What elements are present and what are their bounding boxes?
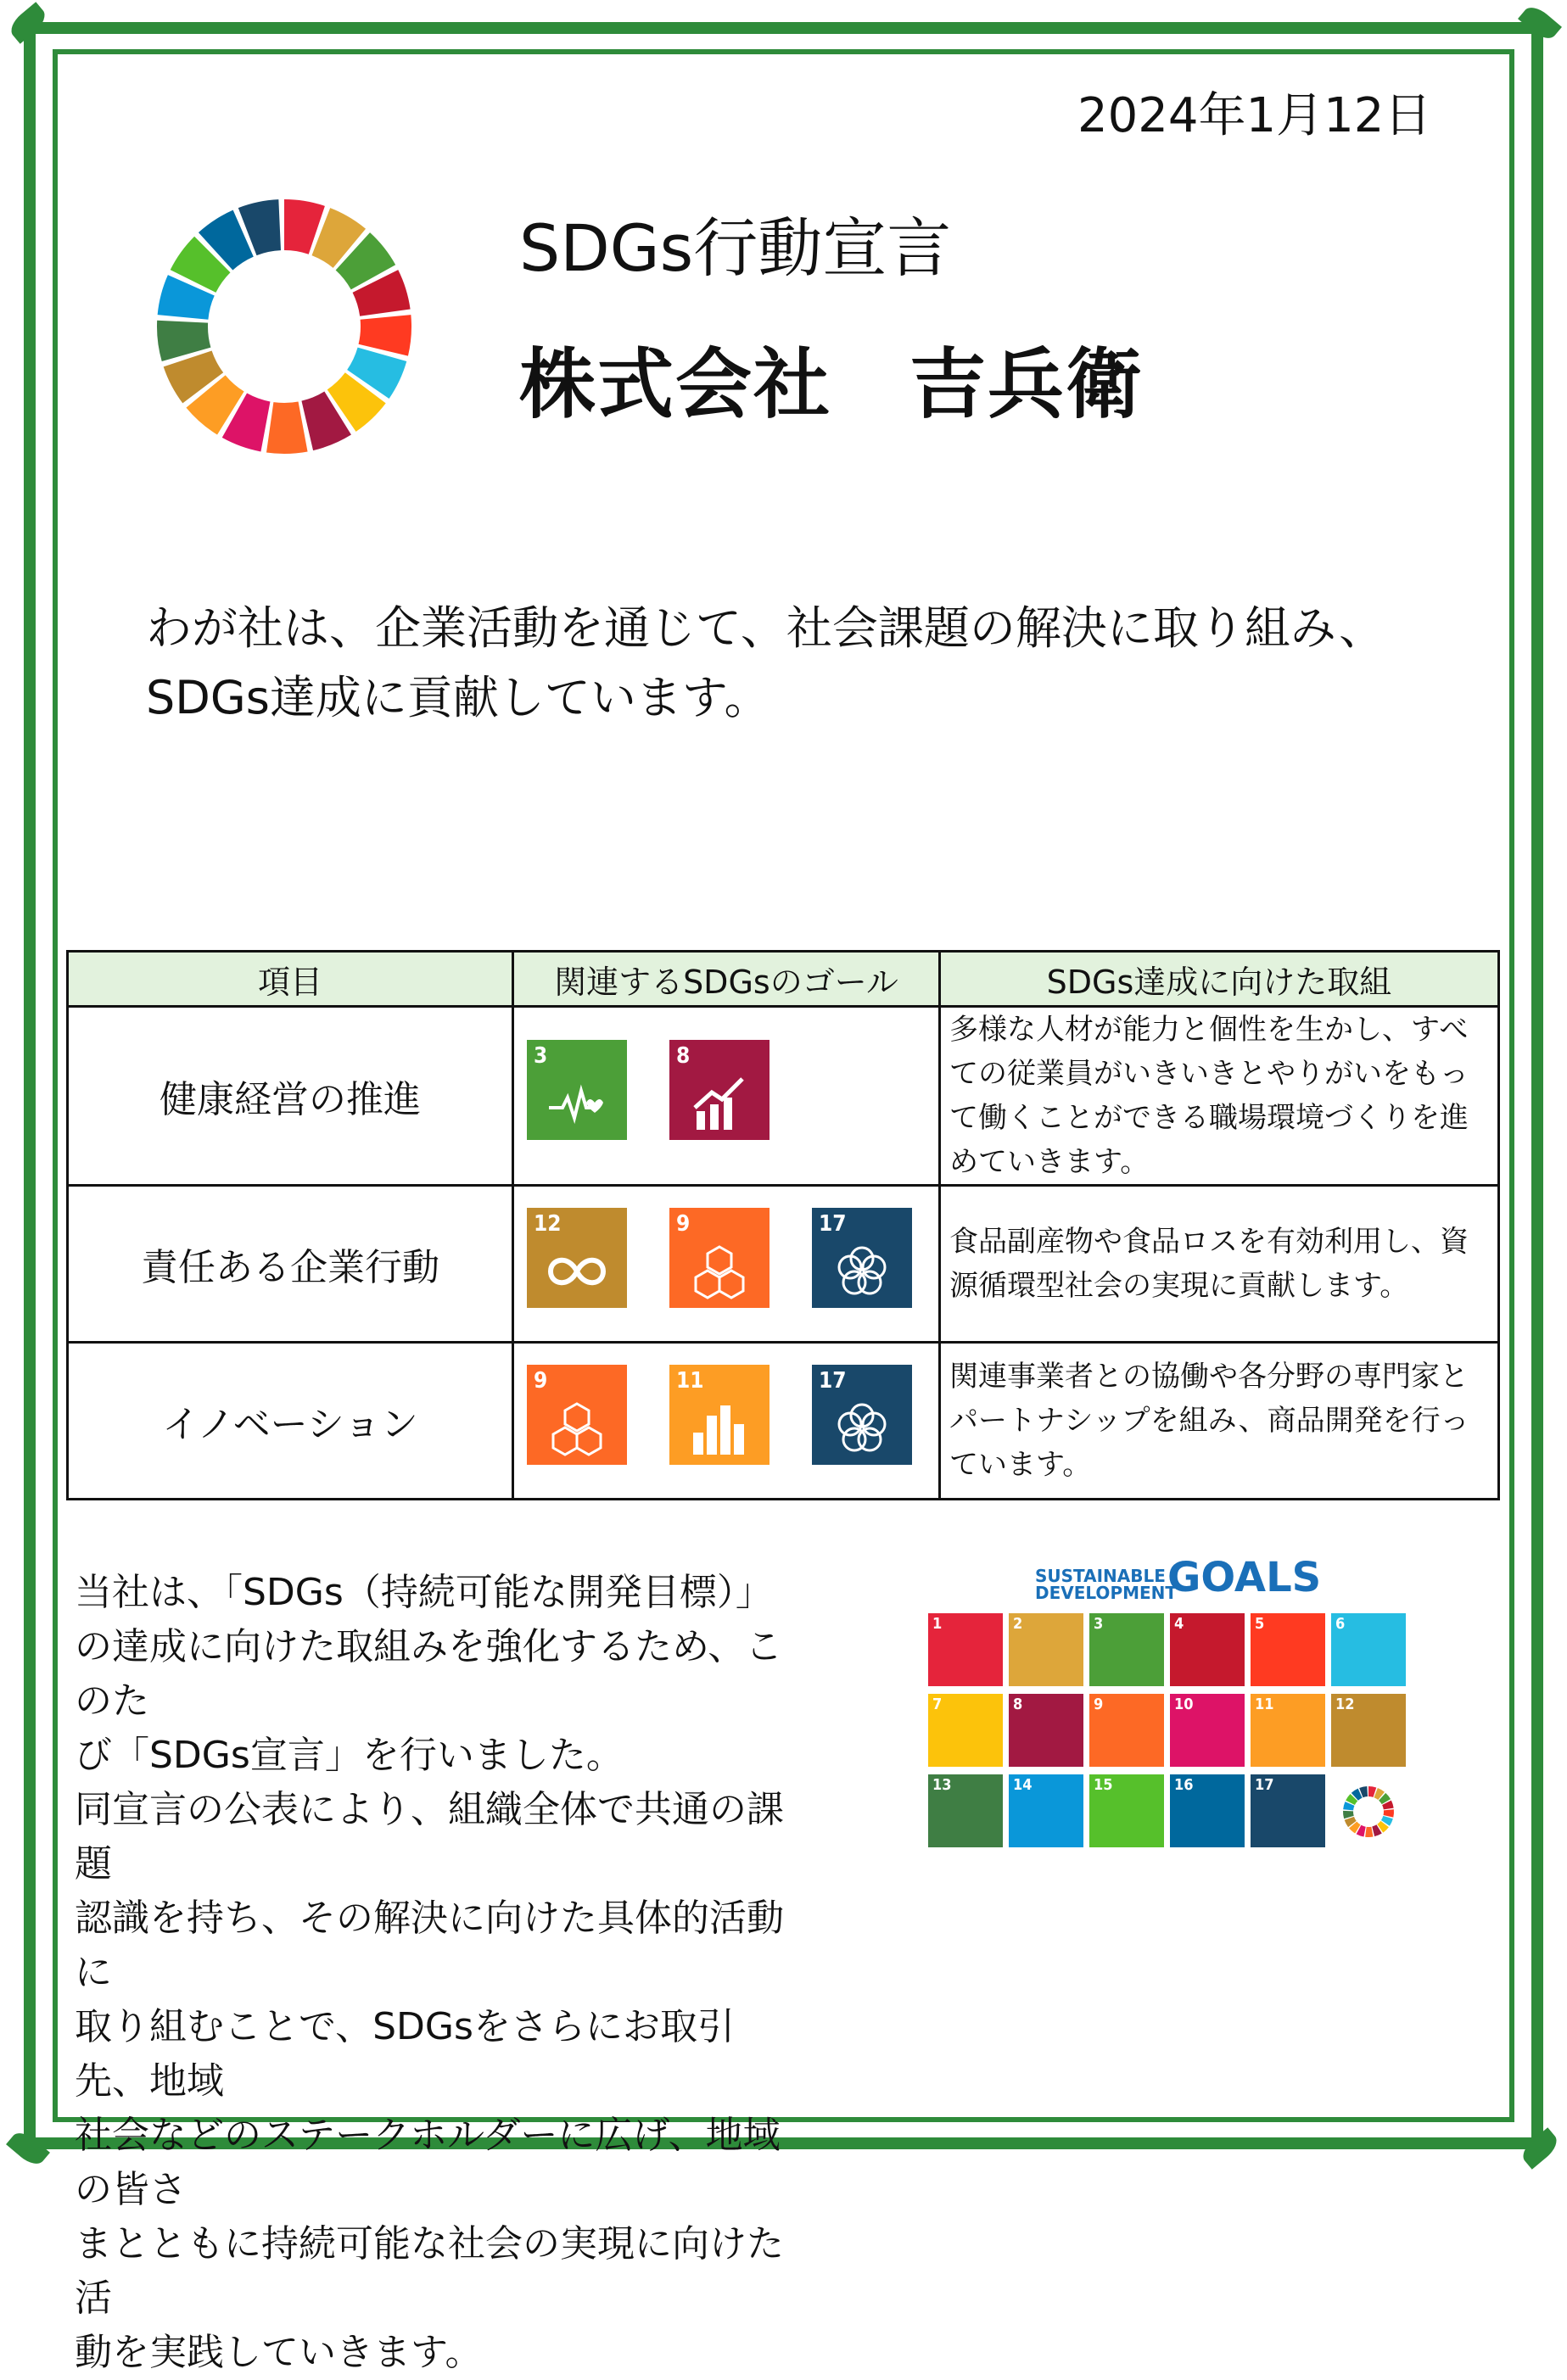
sdg-goals-table [66,950,1500,1500]
infinity-icon [547,1242,607,1301]
heartbeat-icon [547,1074,607,1133]
city-icon [690,1399,749,1458]
logo-line-sustainable: SUSTAINABLE [1035,1566,1166,1586]
sdg-goal-9-icon [669,1208,770,1308]
sdgs-wheel-logo [153,195,416,458]
tile-number: 15 [1094,1776,1113,1794]
row-description: 関連事業者との協働や各分野の専門家とパートナシップを組み、商品開発を行っています。 [940,1343,1499,1500]
closing-line: 動を実践していきます。 [75,2331,483,2374]
closing-line: の達成に向けた取組みを強化するため、このた [75,1625,783,1723]
growth-chart-icon [690,1074,749,1133]
mini-wheel-icon [1331,1774,1406,1847]
sdg-goal-8-icon [669,1040,770,1140]
intro-line-1: わが社は、企業活動を通じて、社会課題の解決に取り組み、 [146,601,1385,655]
sdg-goal-9-icon [527,1365,627,1465]
tile-number: 11 [1255,1696,1274,1713]
sdg-goal-17-icon [812,1365,912,1465]
flower-icon [832,1399,892,1458]
tile-number: 16 [1174,1776,1194,1794]
flower-icon [832,1242,892,1301]
intro-statement [146,594,1469,733]
intro-line-2: SDGs達成に貢献しています。 [146,671,770,724]
tile-number: 4 [1174,1615,1184,1633]
tile-number: 14 [1013,1776,1033,1794]
row-item: 責任ある企業行動 [68,1186,513,1343]
closing-line: 同宣言の公表により、組織全体で共通の課題 [75,1788,784,1886]
row-item: 健康経営の推進 [68,1007,513,1186]
sdg-tile-14-icon [1009,1774,1083,1847]
sdgs-wheel-tile-icon [1331,1774,1406,1847]
sdg-tile-12-icon [1331,1694,1406,1767]
header-actions: SDGs達成に向けた取組 [940,952,1499,1007]
closing-statement [75,1566,804,2380]
row-description: 多様な人材が能力と個性を生かし、すべての従業員がいきいきとやりがいをもって働くことができる職場環境づくりを進めていきます。 [940,1007,1499,1186]
goal-number: 9 [534,1368,548,1394]
sdg-tile-5-icon [1251,1613,1325,1686]
tile-number: 10 [1174,1696,1194,1713]
sdg-tile-2-icon [1009,1613,1083,1686]
goal-number: 9 [676,1211,691,1237]
page-title: SDGs行動宣言 [519,210,952,286]
sdg-tile-3-icon [1089,1613,1164,1686]
goal-number: 17 [819,1368,847,1394]
sdg-tile-11-icon [1251,1694,1325,1767]
goal-number: 3 [534,1043,548,1069]
date: 2024年1月12日 [1077,88,1432,143]
cubes-icon [547,1399,607,1458]
tile-number: 7 [932,1696,943,1713]
closing-line: まとともに持続可能な社会の実現に向けた活 [75,2222,784,2320]
tile-number: 9 [1094,1696,1104,1713]
sdg-tile-9-icon [1089,1694,1164,1767]
sdg-tile-16-icon [1170,1774,1245,1847]
row-goals [513,1007,940,1186]
table-row [68,1007,1499,1186]
tile-number: 17 [1255,1776,1274,1794]
sdg-tile-4-icon [1170,1613,1245,1686]
sdg-goal-3-icon [527,1040,627,1140]
closing-line: 認識を持ち、その解決に向けた具体的活動に [75,1897,784,1994]
tile-number: 12 [1335,1696,1355,1713]
row-item: イノベーション [68,1343,513,1500]
sdg-tile-1-icon [928,1613,1003,1686]
goal-number: 12 [534,1211,562,1237]
sdg-tile-8-icon [1009,1694,1083,1767]
sdg-goal-11-icon [669,1365,770,1465]
tile-number: 3 [1094,1615,1104,1633]
goal-number: 17 [819,1211,847,1237]
header-item: 項目 [68,952,513,1007]
tile-number: 8 [1013,1696,1023,1713]
closing-line: 当社は、「SDGs（持続可能な開発目標）」 [75,1571,773,1614]
row-goals [513,1343,940,1500]
sdg-tile-6-icon [1331,1613,1406,1686]
tile-number: 1 [932,1615,943,1633]
wheel-segment [359,315,411,355]
tile-number: 6 [1335,1615,1346,1633]
table-row [68,1186,1499,1343]
closing-line: び「SDGs宣言」を行いました。 [75,1734,624,1777]
row-description: 食品副産物や食品ロスを有効利用し、資源循環型社会の実現に貢献します。 [940,1186,1499,1343]
goal-number: 11 [676,1368,704,1394]
logo-goals-word: GOALS [1167,1554,1322,1601]
sdg-tile-17-icon [1251,1774,1325,1847]
sdg-tile-13-icon [928,1774,1003,1847]
sdg-icons-grid [928,1613,1408,1849]
company-name: 株式会社 吉兵衛 [519,340,1144,429]
logo-line-development: DEVELOPMENT [1035,1583,1178,1603]
sdg-goal-12-icon [527,1208,627,1308]
table-row [68,1343,1499,1500]
sdg-goal-17-icon [812,1208,912,1308]
tile-number: 13 [932,1776,952,1794]
row-goals [513,1186,940,1343]
header-goals: 関連するSDGsのゴール [513,952,940,1007]
tile-number: 2 [1013,1615,1023,1633]
sdg-tile-15-icon [1089,1774,1164,1847]
goal-number: 8 [676,1043,691,1069]
closing-line: 取り組むことで、SDGsをさらにお取引先、地域 [75,2005,735,2103]
tile-number: 5 [1255,1615,1265,1633]
closing-line: 社会などのステークホルダーに広げ、地域の皆さ [75,2114,781,2211]
wheel-segment [266,401,308,454]
sdg-tile-10-icon [1170,1694,1245,1767]
cubes-icon [690,1242,749,1301]
sdg-tile-7-icon [928,1694,1003,1767]
